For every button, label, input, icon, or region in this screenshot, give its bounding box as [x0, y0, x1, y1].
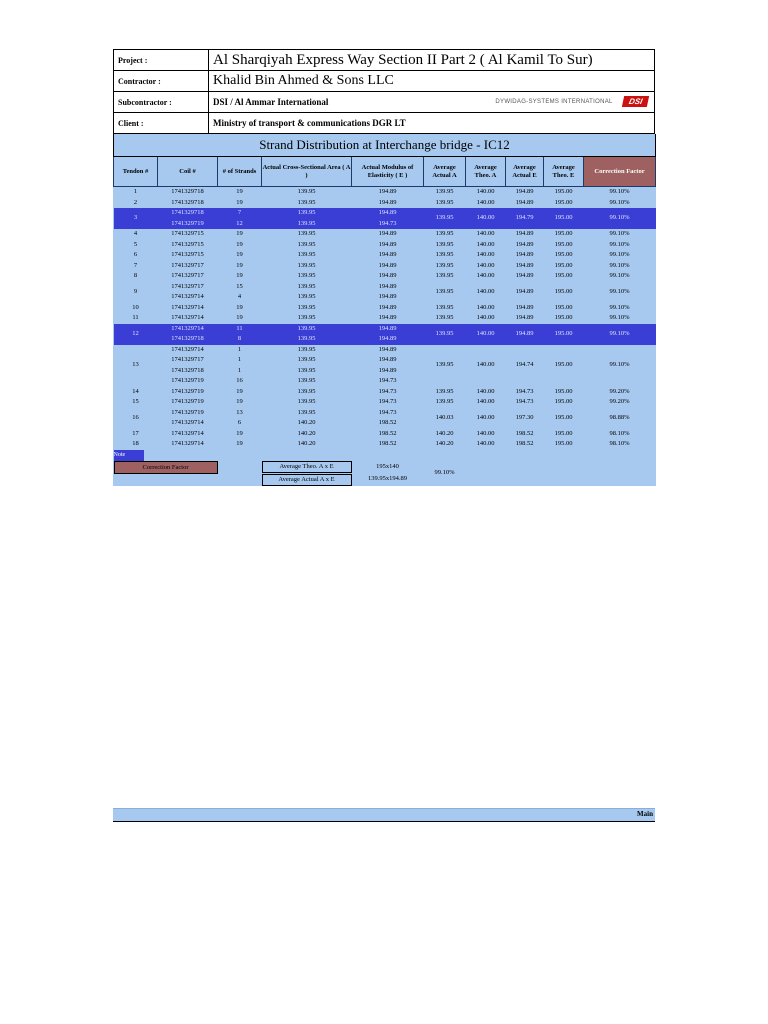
strands-cell: 12 — [218, 219, 262, 230]
avg-theo-e-cell: 195.00 — [554, 440, 573, 447]
column-header: # of Strands — [218, 157, 262, 187]
tendon-cell: 6 — [133, 251, 138, 258]
subcontractor-row — [114, 92, 655, 113]
column-header: Average Actual E — [506, 157, 544, 187]
tendon-cell: 7 — [133, 261, 138, 269]
avg-actual-a-cell: 139.95 — [435, 361, 454, 369]
table-row — [114, 345, 656, 356]
avg-theo-a-cell: 140.00 — [476, 272, 495, 279]
avg-theo-e-cell: 195.00 — [554, 272, 573, 279]
modulus-cell: 194.89 — [378, 366, 397, 374]
avg-theo-e-cell: 195.00 — [554, 240, 573, 248]
modulus-cell: 194.89 — [378, 303, 397, 311]
modulus-cell: 198.52 — [378, 429, 397, 437]
coil-cell: 1741329717 — [171, 272, 204, 279]
tendon-cell: 16 — [132, 413, 139, 421]
tendon-cell: 4 — [133, 230, 138, 237]
correction-factor-cell: 99.10% — [609, 198, 630, 206]
correction-factor-cell: 99.20% — [609, 398, 630, 405]
area-cell: 139.95 — [297, 387, 316, 395]
strands-cell: 15 — [236, 282, 243, 290]
coil-cell: 1741329719 — [171, 398, 204, 405]
area-cell: 139.95 — [297, 188, 316, 195]
avg-theo-e-cell: 195.00 — [554, 198, 573, 206]
avg-actual-a-cell: 139.95 — [435, 387, 454, 395]
strands-cell: 19 — [236, 240, 243, 248]
strands-cell: 19 — [236, 188, 243, 195]
correction-factor-cell: 99.10% — [609, 251, 630, 258]
logo-mark: DSI — [621, 96, 649, 107]
modulus-cell: 194.89 — [378, 272, 397, 279]
avg-theo-a-cell: 140.00 — [476, 387, 495, 395]
avg-theo-a-cell: 140.00 — [476, 440, 495, 447]
strands-cell: 19 — [236, 303, 243, 311]
table-row — [114, 261, 656, 272]
avg-actual-a-cell: 139.95 — [435, 188, 454, 195]
modulus-cell: 194.89 — [378, 230, 397, 237]
coil-cell: 1741329717 — [171, 282, 204, 290]
coil-cell: 1741329714 — [171, 429, 204, 437]
modulus-cell: 194.89 — [378, 251, 397, 258]
modulus-cell: 194.73 — [378, 387, 397, 395]
avg-actual-a-cell: 139.95 — [435, 198, 454, 206]
avg-actual-e-cell: 194.89 — [506, 324, 544, 345]
area-cell: 139.95 — [297, 345, 316, 353]
area-cell: 139.95 — [297, 314, 316, 321]
table-row — [114, 429, 656, 440]
avg-actual-e-cell: 194.89 — [515, 198, 534, 206]
table-row — [114, 303, 656, 314]
avg-actual-e-cell: 194.89 — [515, 272, 534, 279]
area-cell: 139.95 — [297, 251, 316, 258]
tendon-cell: 9 — [133, 287, 138, 295]
modulus-cell: 198.52 — [378, 440, 397, 447]
coil-cell: 1741329714 — [171, 303, 204, 311]
area-cell: 139.95 — [297, 398, 316, 405]
dsi-logo — [495, 96, 648, 107]
modulus-cell: 194.89 — [378, 282, 397, 290]
client-label: Client : — [114, 113, 209, 134]
contractor-label: Contractor : — [114, 71, 209, 92]
tendon-cell: 14 — [132, 387, 139, 395]
avg-actual-e-cell: 194.89 — [515, 261, 534, 269]
subcontractor-label: Subcontractor : — [114, 92, 209, 113]
correction-factor-cell: 99.20% — [609, 387, 630, 395]
avg-actual-e-cell: 198.52 — [515, 429, 534, 437]
strands-cell: 19 — [236, 314, 243, 321]
area-cell: 139.95 — [262, 219, 352, 230]
strands-cell: 19 — [236, 440, 243, 447]
note-row — [114, 450, 656, 461]
column-header: Average Actual A — [424, 157, 466, 187]
table-row — [114, 397, 656, 408]
table-row — [114, 208, 656, 219]
tendon-cell: 2 — [133, 198, 138, 206]
avg-theo-e-cell: 195.00 — [554, 398, 573, 405]
note-label: Note — [114, 450, 144, 461]
correction-factor-cell: 99.10% — [609, 287, 630, 295]
avg-actual-e-cell: 194.89 — [515, 314, 534, 321]
coil-cell: 1741329714 — [158, 324, 218, 335]
correction-factor-cell: 99.10% — [609, 303, 630, 311]
avg-actual-a-cell: 139.95 — [424, 324, 466, 345]
strands-cell: 19 — [236, 429, 243, 437]
avg-actual-a-cell: 139.95 — [435, 240, 454, 248]
area-cell: 139.95 — [297, 282, 316, 290]
avg-theo-a-cell: 140.00 — [476, 188, 495, 195]
avg-theo-a-cell: 140.00 — [476, 398, 495, 405]
correction-factor-cell: 99.10% — [584, 208, 656, 229]
coil-cell: 1741329718 — [158, 208, 218, 219]
correction-factor-cell: 99.10% — [609, 240, 630, 248]
avg-actual-e-cell: 194.89 — [515, 303, 534, 311]
coil-cell: 1741329718 — [171, 366, 204, 374]
subcontractor-value: DSI / Al Ammar International — [213, 97, 329, 107]
coil-cell: 1741329714 — [171, 440, 204, 447]
tendon-cell: 8 — [133, 272, 138, 279]
avg-actual-a-cell: 139.95 — [435, 251, 454, 258]
strands-cell: 19 — [236, 251, 243, 258]
strands-cell: 19 — [236, 272, 243, 279]
avg-theo-e-cell: 195.00 — [554, 230, 573, 237]
project-label: Project : — [114, 50, 209, 71]
avg-actual-a-cell: 139.95 — [435, 230, 454, 237]
area-cell: 140.20 — [297, 440, 316, 447]
area-cell: 139.95 — [297, 408, 316, 416]
subcontractor-cell — [209, 92, 655, 113]
avg-actual-a-cell: 139.95 — [435, 303, 454, 311]
coil-cell: 1741329715 — [171, 240, 204, 248]
correction-factor-cell: 98.10% — [609, 440, 630, 447]
strands-cell: 1 — [237, 356, 242, 363]
avg-theo-a-cell: 140.00 — [476, 303, 495, 311]
avg-theo-a-cell: 140.00 — [476, 240, 495, 248]
tendon-cell: 12 — [114, 324, 158, 345]
avg-theo-a-cell: 140.00 — [476, 198, 495, 206]
coil-cell: 1741329719 — [158, 219, 218, 230]
table-row — [114, 282, 656, 293]
coil-cell: 1741329715 — [171, 251, 204, 258]
strands-cell: 1 — [237, 345, 242, 353]
client-row — [114, 113, 655, 134]
strands-cell: 6 — [237, 419, 242, 426]
avg-theo-e-cell: 195.00 — [544, 208, 584, 229]
tendon-cell: 11 — [132, 314, 139, 321]
avg-actual-a-cell: 140.20 — [435, 429, 454, 437]
modulus-cell: 194.73 — [378, 377, 397, 384]
strands-cell: 19 — [236, 398, 243, 405]
table-row — [114, 240, 656, 251]
project-row — [114, 50, 655, 71]
area-cell: 139.95 — [297, 303, 316, 311]
tendon-cell: 3 — [114, 208, 158, 229]
modulus-cell: 194.89 — [378, 314, 397, 321]
project-value: Al Sharqiyah Express Way Section II Part 2 ( Al Kamil To Sur) — [209, 50, 655, 71]
table-row — [114, 271, 656, 282]
coil-cell: 1741329714 — [171, 419, 204, 426]
coil-cell: 1741329719 — [171, 408, 204, 416]
avg-theo-label: Average Theo. A x E — [262, 461, 352, 473]
avg-theo-a-cell: 140.00 — [466, 208, 506, 229]
strand-table — [113, 134, 656, 486]
avg-actual-a-cell: 139.95 — [424, 208, 466, 229]
avg-theo-a-cell: 140.00 — [476, 413, 495, 421]
area-cell: 139.95 — [262, 208, 352, 219]
coil-cell: 1741329718 — [171, 188, 204, 195]
avg-theo-a-cell: 140.00 — [476, 314, 495, 321]
sheet-tab-bar — [113, 808, 655, 822]
modulus-cell: 194.73 — [378, 408, 397, 416]
strands-cell: 7 — [218, 208, 262, 219]
client-value: Ministry of transport & communications DGR LT — [209, 113, 655, 134]
column-header: Average Theo. A — [466, 157, 506, 187]
area-cell: 139.95 — [297, 230, 316, 237]
avg-theo-a-cell: 140.00 — [476, 287, 495, 295]
area-cell: 139.95 — [297, 377, 316, 384]
tendon-cell: 5 — [133, 240, 138, 248]
avg-theo-e-cell: 195.00 — [554, 188, 573, 195]
avg-theo-e-cell: 195.00 — [554, 314, 573, 321]
tendon-cell: 1 — [133, 188, 138, 195]
avg-actual-e-cell: 194.89 — [515, 230, 534, 237]
modulus-cell: 194.73 — [378, 398, 397, 405]
avg-actual-a-cell: 140.03 — [435, 413, 454, 421]
table-row — [114, 408, 656, 419]
modulus-cell: 194.89 — [378, 188, 397, 195]
avg-theo-e-cell: 195.00 — [554, 261, 573, 269]
correction-factor-cell: 98.10% — [609, 429, 630, 437]
avg-theo-value: 195x140 — [376, 462, 399, 470]
correction-factor-cell: 99.10% — [609, 361, 630, 369]
area-cell: 139.95 — [262, 334, 352, 345]
avg-actual-label: Average Actual A x E — [262, 474, 352, 486]
modulus-cell: 194.89 — [378, 293, 397, 300]
correction-factor-cell: 99.10% — [609, 272, 630, 279]
area-cell: 139.95 — [262, 324, 352, 335]
avg-actual-a-cell: 139.95 — [435, 261, 454, 269]
avg-theo-a-cell: 140.00 — [476, 429, 495, 437]
modulus-cell: 194.89 — [352, 208, 424, 219]
modulus-cell: 198.52 — [378, 419, 397, 426]
avg-actual-e-cell: 198.52 — [515, 440, 534, 447]
coil-cell: 1741329715 — [171, 230, 204, 237]
avg-actual-e-cell: 194.79 — [506, 208, 544, 229]
summary-result: 99.10% — [434, 468, 455, 476]
summary-section — [114, 450, 656, 486]
avg-theo-a-cell: 140.00 — [476, 261, 495, 269]
sheet-tab-main[interactable]: Main — [637, 810, 653, 818]
coil-cell: 1741329719 — [171, 377, 204, 384]
modulus-cell: 194.89 — [352, 324, 424, 335]
tendon-cell: 17 — [132, 429, 139, 437]
avg-actual-value: 139.95x194.89 — [368, 475, 407, 483]
correction-summary-row — [114, 461, 656, 474]
correction-factor-cell: 99.10% — [609, 261, 630, 269]
modulus-cell: 194.89 — [378, 345, 397, 353]
table-row — [114, 187, 656, 198]
column-header-row — [114, 157, 656, 187]
avg-actual-e-cell: 194.89 — [515, 287, 534, 295]
strands-cell: 4 — [237, 293, 242, 300]
avg-actual-a-cell: 140.20 — [435, 440, 454, 447]
table-row — [114, 439, 656, 450]
coil-cell: 1741329718 — [158, 334, 218, 345]
column-header: Actual Modulus of Elasticity ( E ) — [352, 157, 424, 187]
strands-cell: 19 — [236, 387, 243, 395]
tendon-cell: 18 — [132, 440, 139, 447]
avg-actual-e-cell: 194.89 — [515, 251, 534, 258]
tendon-cell: 13 — [132, 361, 139, 369]
column-header: Coil # — [158, 157, 218, 187]
contractor-row — [114, 71, 655, 92]
table-row — [114, 387, 656, 398]
correction-factor-cell: 99.10% — [609, 188, 630, 195]
column-header: Correction Factor — [584, 157, 656, 187]
coil-cell: 1741329718 — [171, 198, 204, 206]
strands-cell: 8 — [218, 334, 262, 345]
header-block — [113, 49, 655, 134]
area-cell: 140.20 — [297, 419, 316, 426]
avg-actual-a-cell: 139.95 — [435, 287, 454, 295]
strands-cell: 19 — [236, 261, 243, 269]
column-header: Actual Cross-Sectional Area ( A ) — [262, 157, 352, 187]
table-row — [114, 198, 656, 209]
avg-theo-e-cell: 195.00 — [544, 324, 584, 345]
table-title: Strand Distribution at Interchange bridge - IC12 — [114, 134, 656, 157]
avg-theo-a-cell: 140.00 — [476, 230, 495, 237]
table-body — [114, 187, 656, 450]
coil-cell: 1741329717 — [171, 356, 204, 363]
logo-text: DYWIDAG-SYSTEMS INTERNATIONAL — [495, 98, 613, 105]
strands-cell: 13 — [236, 408, 243, 416]
correction-factor-cell: 99.10% — [609, 230, 630, 237]
area-cell: 139.95 — [297, 261, 316, 269]
area-cell: 140.20 — [297, 429, 316, 437]
strands-cell: 19 — [236, 198, 243, 206]
coil-cell: 1741329714 — [171, 314, 204, 321]
area-cell: 139.95 — [297, 366, 316, 374]
column-header: Average Theo. E — [544, 157, 584, 187]
area-cell: 139.95 — [297, 240, 316, 248]
avg-actual-e-cell: 194.73 — [515, 387, 534, 395]
avg-actual-a-cell: 139.95 — [435, 398, 454, 405]
tendon-cell: 15 — [132, 398, 139, 405]
avg-theo-a-cell: 140.00 — [476, 361, 495, 369]
coil-cell: 1741329714 — [171, 345, 204, 353]
avg-actual-a-cell: 139.95 — [435, 272, 454, 279]
correction-factor-cell: 98.88% — [609, 413, 630, 421]
avg-theo-e-cell: 195.00 — [554, 429, 573, 437]
modulus-cell: 194.89 — [378, 356, 397, 363]
modulus-cell: 194.73 — [352, 219, 424, 230]
coil-cell: 1741329717 — [171, 261, 204, 269]
strands-cell: 11 — [218, 324, 262, 335]
avg-theo-e-cell: 195.00 — [554, 387, 573, 395]
correction-factor-cell: 99.10% — [609, 314, 630, 321]
modulus-cell: 194.89 — [378, 261, 397, 269]
area-cell: 139.95 — [297, 272, 316, 279]
contractor-value: Khalid Bin Ahmed & Sons LLC — [209, 71, 655, 92]
strands-cell: 1 — [237, 366, 242, 374]
avg-actual-e-cell: 194.74 — [515, 361, 534, 369]
avg-actual-e-cell: 197.30 — [515, 413, 534, 421]
correction-factor-label: Correction Factor — [114, 461, 218, 474]
modulus-cell: 194.89 — [378, 198, 397, 206]
correction-factor-cell: 99.10% — [584, 324, 656, 345]
avg-actual-e-cell: 194.89 — [515, 188, 534, 195]
tendon-cell: 10 — [132, 303, 139, 311]
avg-actual-a-cell: 139.95 — [435, 314, 454, 321]
modulus-cell: 194.89 — [352, 334, 424, 345]
strands-cell: 19 — [236, 230, 243, 237]
avg-theo-e-cell: 195.00 — [554, 361, 573, 369]
table-row — [114, 229, 656, 240]
coil-cell: 1741329719 — [171, 387, 204, 395]
table-row — [114, 313, 656, 324]
avg-theo-e-cell: 195.00 — [554, 287, 573, 295]
coil-cell: 1741329714 — [171, 293, 204, 300]
modulus-cell: 194.89 — [378, 240, 397, 248]
avg-actual-e-cell: 194.73 — [515, 398, 534, 405]
table-row — [114, 324, 656, 335]
avg-theo-e-cell: 195.00 — [554, 251, 573, 258]
area-cell: 139.95 — [297, 198, 316, 206]
area-cell: 139.95 — [297, 356, 316, 363]
avg-theo-e-cell: 195.00 — [554, 303, 573, 311]
title-row — [114, 134, 656, 157]
column-header: Tendon # — [114, 157, 158, 187]
avg-theo-a-cell: 140.00 — [476, 251, 495, 258]
avg-actual-e-cell: 194.89 — [515, 240, 534, 248]
avg-theo-e-cell: 195.00 — [554, 413, 573, 421]
area-cell: 139.95 — [297, 293, 316, 300]
table-row — [114, 250, 656, 261]
avg-theo-a-cell: 140.00 — [466, 324, 506, 345]
strands-cell: 16 — [236, 377, 243, 384]
spreadsheet — [113, 49, 655, 486]
